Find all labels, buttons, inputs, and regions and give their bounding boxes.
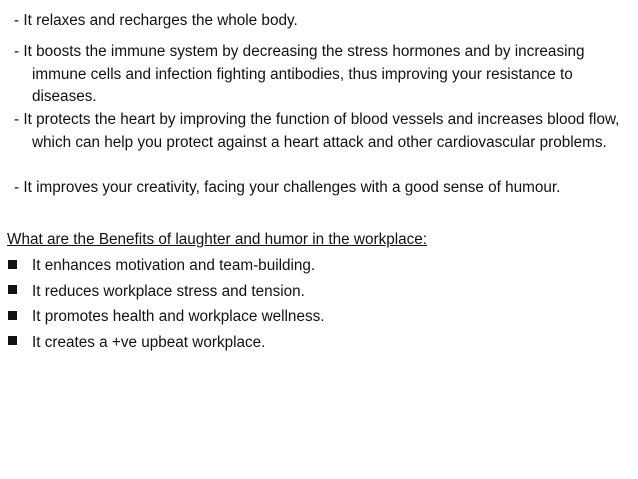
square-bullet-icon bbox=[8, 311, 17, 320]
square-bullet-icon bbox=[8, 285, 17, 294]
benefit-heart: - It protects the heart by improving the function of blood vessels and increases blood flow, which can help you protect against a heart attack and other cardiovascular problems. bbox=[14, 111, 620, 151]
list-item-text: It reduces workplace stress and tension. bbox=[32, 282, 305, 300]
list-item bbox=[7, 306, 325, 332]
benefit-creativity: - It improves your creativity, facing your challenges with a good sense of humour. bbox=[14, 179, 561, 196]
workplace-benefits-heading: What are the Benefits of laughter and humor in the workplace: bbox=[7, 231, 428, 248]
benefit-immune-system: - It boosts the immune system by decreasing the stress hormones and by increasing immune cells and infection fighting antibodies, thus improving your resistance to diseases. bbox=[14, 43, 585, 105]
benefit-relaxes: - It relaxes and recharges the whole body. bbox=[14, 12, 298, 29]
square-bullet-icon bbox=[8, 260, 17, 269]
list-item bbox=[7, 332, 266, 358]
list-item-text: It promotes health and workplace wellness. bbox=[32, 308, 325, 325]
square-bullet-icon bbox=[8, 336, 17, 345]
list-item-text: It enhances motivation and team-building. bbox=[32, 257, 316, 274]
list-item-text: It creates a +ve upbeat workplace. bbox=[32, 333, 266, 351]
list-item bbox=[7, 255, 316, 281]
workplace-benefits-list bbox=[7, 255, 325, 357]
list-item bbox=[7, 281, 305, 307]
